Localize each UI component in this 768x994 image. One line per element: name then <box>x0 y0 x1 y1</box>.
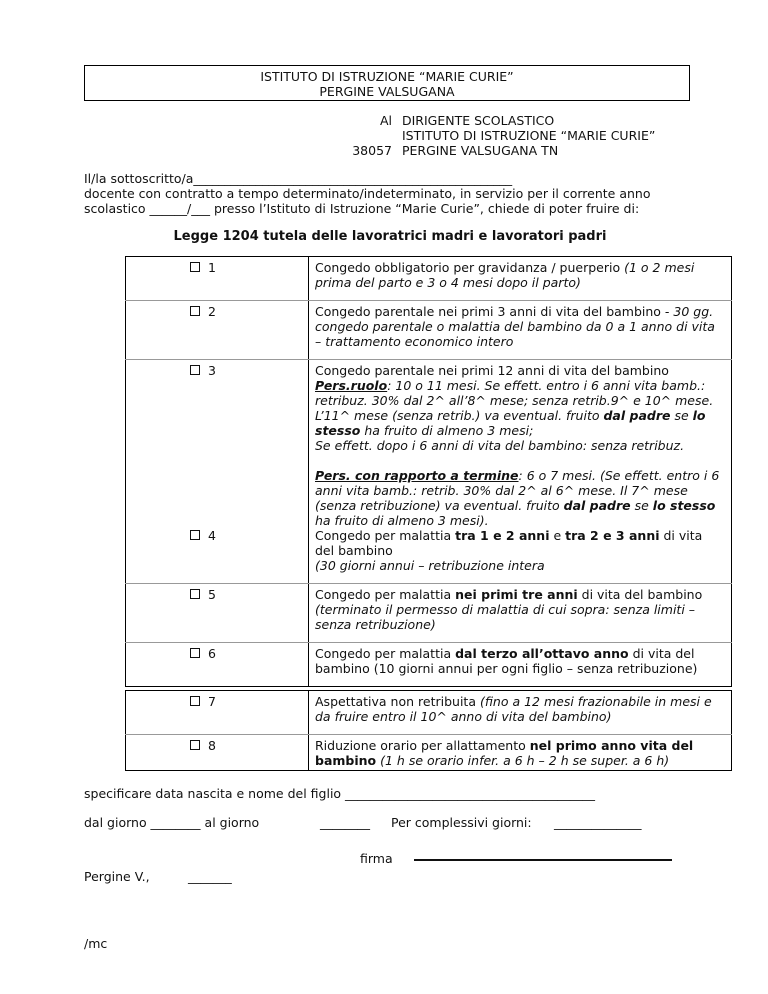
child-details-line[interactable]: specificare data nascita e nome del figlio ________________________________________ <box>84 786 596 801</box>
option-row: 1 Congedo obbligatorio per gravidanza / puerperio (1 o 2 mesi prima del parto e 3 o 4 mesi dopo il parto) <box>126 257 732 301</box>
checkbox-icon[interactable] <box>190 530 200 540</box>
option-row: 3 Congedo parentale nei primi 12 anni di vita del bambino Pers.ruolo: 10 o 11 mesi. Se effett. entro i 6 anni vita bamb.: retribuz. 30% dal 2^ all’8^ mese; senza retrib.9^ e 10^ mese. L’11^ mese (senza retrib.) va eventual. fruito dal padre se lo stesso ha fruito di almeno 3 mesi; Se effett. dopo i 6 anni di vita del bambino: senza retribuz. Pers. con rapporto a termine: 6 o 7 mesi. (Se effett. entro i 6 anni vita bamb.: retrib. 30% dal 2^ al 6^ mese. Il 7^ mese (senza retribuzione) va eventual. fruito dal padre se lo stesso ha fruito di almeno 3 mesi). <box>126 360 732 529</box>
initials: /mc <box>84 936 108 951</box>
place-date-blank[interactable]: _______ <box>188 869 232 884</box>
intro-line2: docente con contratto a tempo determinato/indeterminato, in servizio per il corrente anno <box>84 186 651 201</box>
checkbox-icon[interactable] <box>190 306 200 316</box>
school-header-box <box>84 65 690 101</box>
checkbox-icon[interactable] <box>190 262 200 272</box>
recipient-address <box>340 113 655 158</box>
signature-label: firma <box>360 851 393 866</box>
total-days-label: Per complessivi giorni: <box>391 815 532 830</box>
option-row: 4 Congedo per malattia tra 1 e 2 anni e tra 2 e 3 anni di vita del bambino (30 giorni annui – retribuzione intera <box>126 528 732 584</box>
school-name: ISTITUTO DI ISTRUZIONE “MARIE CURIE” <box>260 69 514 84</box>
address-cap: 38057 <box>352 143 392 158</box>
option-row: 8 Riduzione orario per allattamento nel primo anno vita del bambino (1 h se orario infer. a 6 h – 2 h se super. a 6 h) <box>126 735 732 771</box>
school-location: PERGINE VALSUGANA <box>319 84 455 99</box>
intro-line1[interactable]: Il/la sottoscritto/a___________________________________________________ <box>84 171 513 186</box>
intro-line3[interactable]: scolastico ______/___ presso l’Istituto di Istruzione “Marie Curie”, chiede di poter fruire di: <box>84 201 640 216</box>
checkbox-icon[interactable] <box>190 589 200 599</box>
address-line2: ISTITUTO DI ISTRUZIONE “MARIE CURIE” <box>402 128 656 143</box>
leave-options-table-2 <box>125 690 732 771</box>
total-days-blank[interactable]: ______________ <box>554 815 642 830</box>
place-label: Pergine V., <box>84 869 150 884</box>
option-row: 2 Congedo parentale nei primi 3 anni di vita del bambino - 30 gg. congedo parentale o malattia del bambino da 0 a 1 anno di vita – trattamento economico intero <box>126 301 732 360</box>
option-row: 5 Congedo per malattia nei primi tre anni di vita del bambino (terminato il permesso di malattia di cui sopra: senza limiti – senza retribuzione) <box>126 584 732 643</box>
checkbox-icon[interactable] <box>190 648 200 658</box>
option-row: 6 Congedo per malattia dal terzo all’ottavo anno di vita del bambino (10 giorni annui per ogni figlio – senza retribuzione) <box>126 643 732 687</box>
signature-line[interactable] <box>414 849 672 864</box>
request-intro <box>84 171 696 216</box>
address-line3: PERGINE VALSUGANA TN <box>402 143 559 158</box>
address-line1: DIRIGENTE SCOLASTICO <box>402 113 555 128</box>
checkbox-icon[interactable] <box>190 740 200 750</box>
address-al: Al <box>379 113 392 128</box>
leave-options-table <box>125 256 732 687</box>
option-row: 7 Aspettativa non retribuita (fino a 12 mesi frazionabile in mesi e da fruire entro il 10^ anno di vita del bambino) <box>126 691 732 735</box>
law-title: Legge 1204 tutela delle lavoratrici madri e lavoratori padri <box>173 229 607 244</box>
checkbox-icon[interactable] <box>190 696 200 706</box>
date-to-blank[interactable]: ________ <box>320 815 370 830</box>
checkbox-icon[interactable] <box>190 365 200 375</box>
date-from-to[interactable]: dal giorno ________ al giorno <box>84 815 260 830</box>
